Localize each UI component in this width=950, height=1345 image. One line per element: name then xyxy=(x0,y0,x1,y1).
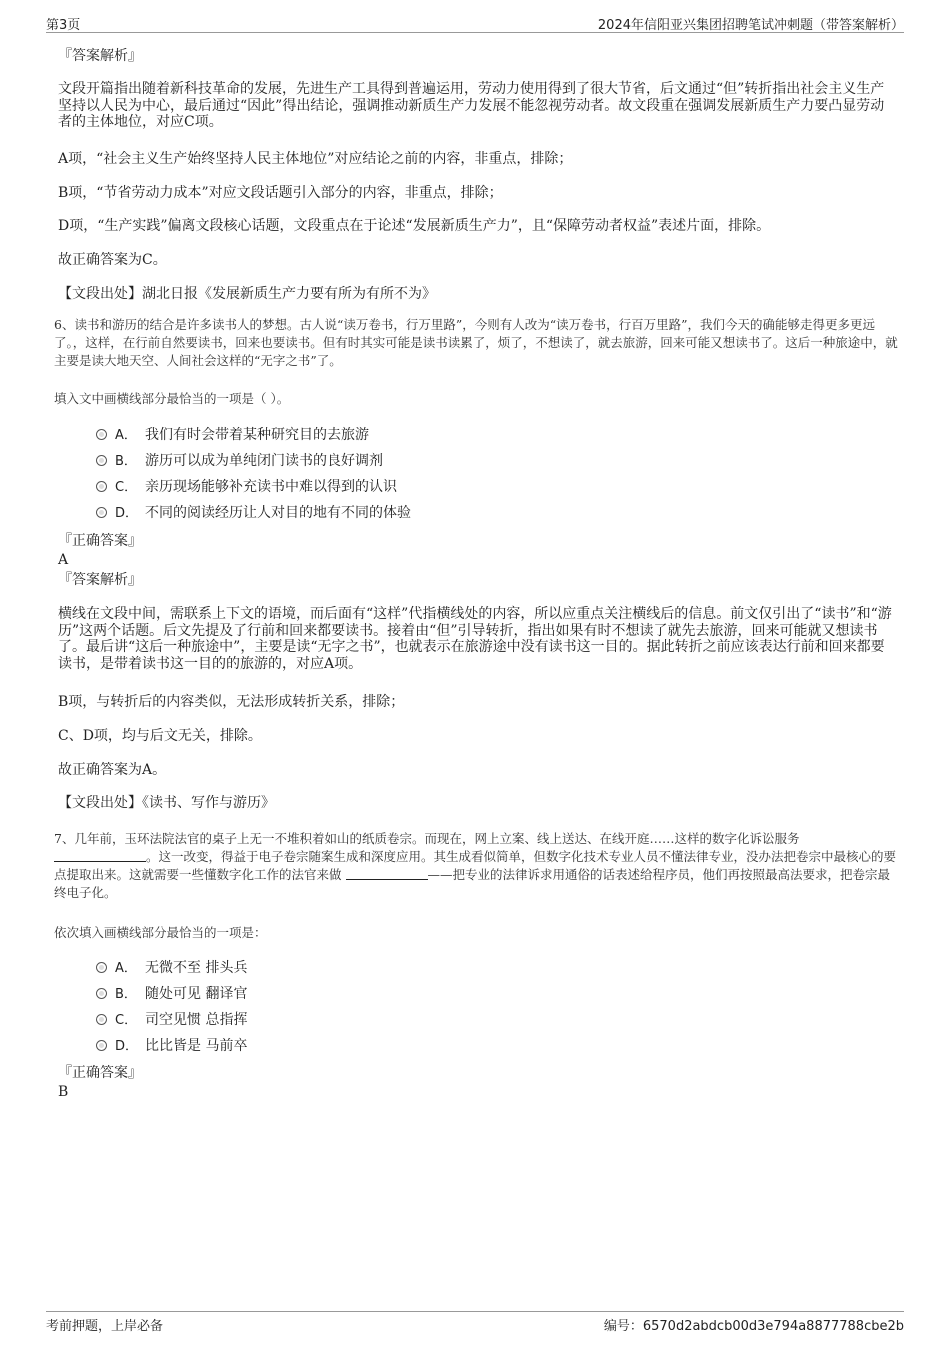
q6-source: 【文段出处】《读书、写作与游历》 xyxy=(58,795,275,811)
radio-icon[interactable] xyxy=(96,481,107,492)
q5-analysis-p1: 文段开篇指出随着新科技革命的发展，先进生产工具得到普遍运用，劳动力使用得到了很大节省，后文通过“但”转折指出社会主义生产坚持以人民为中心，最后通过“因此”得出结论，强调推动新质生产力发展不能忽视劳动者。故文段重在强调发展新质生产力要凸显劳动者的主体地位，对应C项。 xyxy=(58,81,885,130)
q6-answer: A xyxy=(58,552,69,568)
page-header xyxy=(46,14,904,33)
q7-answer-label: 『正确答案』 xyxy=(58,1065,142,1081)
radio-icon[interactable] xyxy=(96,962,107,973)
radio-icon[interactable] xyxy=(96,455,107,466)
q5-analysis-p2: A项，“社会主义生产始终坚持人民主体地位”对应结论之前的内容，非重点，排除； xyxy=(58,151,573,167)
q5-source: 【文段出处】湖北日报《发展新质生产力要有所为有所不为》 xyxy=(58,286,436,302)
q6-prompt: 填入文中画横线部分最恰当的一项是（ ）。 xyxy=(54,391,290,406)
q7-option-c[interactable]: C． 司空见惯 总指挥 xyxy=(96,1011,247,1030)
q7-blank-1 xyxy=(54,849,146,862)
q6-answer-label: 『正确答案』 xyxy=(58,533,142,549)
radio-icon[interactable] xyxy=(96,988,107,999)
q6-option-c[interactable]: C． 亲历现场能够补充读书中难以得到的认识 xyxy=(96,478,397,497)
radio-icon[interactable] xyxy=(96,1040,107,1051)
q7-prompt: 依次填入画横线部分最恰当的一项是： xyxy=(54,925,267,940)
q7-blank-2 xyxy=(346,867,428,880)
footer-slogan: 考前押题，上岸必备 xyxy=(46,1319,164,1334)
q6-analysis-p2: B项，与转折后的内容类似，无法形成转折关系，排除； xyxy=(58,694,405,710)
q7-option-d[interactable]: D． 比比皆是 马前卒 xyxy=(96,1037,247,1056)
document-code: 编号：6570d2abdcb00d3e794a8877788cbe2b xyxy=(603,1319,904,1334)
radio-icon[interactable] xyxy=(96,1014,107,1025)
q6-analysis-p4: 故正确答案为A。 xyxy=(58,762,167,778)
q6-option-b[interactable]: B． 游历可以成为单纯闭门读书的良好调剂 xyxy=(96,452,383,471)
q7-option-a[interactable]: A． 无微不至 排头兵 xyxy=(96,959,247,978)
q5-analysis-p4: D项，“生产实践”偏离文段核心话题，文段重点在于论述“发展新质生产力”，且“保障劳动者权益”表述片面，排除。 xyxy=(58,218,771,234)
document-title: 2024年信阳亚兴集团招聘笔试冲刺题（带答案解析） xyxy=(597,18,904,33)
radio-icon[interactable] xyxy=(96,429,107,440)
radio-icon[interactable] xyxy=(96,507,107,518)
page-footer xyxy=(46,1311,904,1335)
q5-analysis-label: 『答案解析』 xyxy=(58,48,142,64)
q6-option-d[interactable]: D． 不同的阅读经历让人对目的地有不同的体验 xyxy=(96,504,411,523)
q7-option-b[interactable]: B． 随处可见 翻译官 xyxy=(96,985,247,1004)
page-number: 第3页 xyxy=(46,18,81,33)
q6-analysis-p3: C、D项，均与后文无关，排除。 xyxy=(58,728,262,744)
q5-analysis-p3: B项，“节省劳动力成本”对应文段话题引入部分的内容，非重点，排除； xyxy=(58,185,503,201)
q6-analysis-p1: 横线在文段中间，需联系上下文的语境，而后面有“这样”代指横线处的内容，所以应重点关注横线后的信息。前文仅引出了“读书”和“游历”这两个话题。后文先提及了行前和回来都要读书。接着由“但”引导转折，指出如果有时不想读了就先去旅游，回来可能就又想读书了。最后讲“这后一种旅途中”，主要是读“无字之书”，也就表示在旅游途中没有读书这一目的。据此转折之前应该表达行前和回来都要读书，是带着读书这一目的的旅游的，对应A项。 xyxy=(58,606,892,672)
q6-option-a[interactable]: A． 我们有时会带着某种研究目的去旅游 xyxy=(96,426,369,445)
q6-stem: 6、读书和游历的结合是许多读书人的梦想。古人说“读万卷书，行万里路”，今则有人改为“读万卷书，行百万里路”，我们今天的确能够走得更多更远了。，这样，在行前自然要读书，回来也要读书。但有时其实可能是读书读累了，烦了，不想读了，就去旅游，回来可能又想读书了。这后一种旅途中，就主要是读大地天空、人间社会这样的“无字之书”了。 xyxy=(54,317,898,368)
q7-stem: 7、几年前，玉环法院法官的桌子上无一不堆积着如山的纸质卷宗。而现在，网上立案、线上送达、在线开庭……这样的数字化诉讼服务 。这一改变，得益于电子卷宗随案生成和深度应用。其生成看似简单，但数字化技术专业人员不懂法律专业，没办法把卷宗中最核心的要点提取出来。这就需要一些懂数字化工作的法官来做 ——把专业的法律诉求用通俗的话表述给程序员，他们再按照最高法要求，把卷宗最终电子化。 xyxy=(54,831,897,900)
q5-analysis-p5: 故正确答案为C。 xyxy=(58,252,167,268)
q7-answer: B xyxy=(58,1084,69,1100)
q6-analysis-label: 『答案解析』 xyxy=(58,572,142,588)
